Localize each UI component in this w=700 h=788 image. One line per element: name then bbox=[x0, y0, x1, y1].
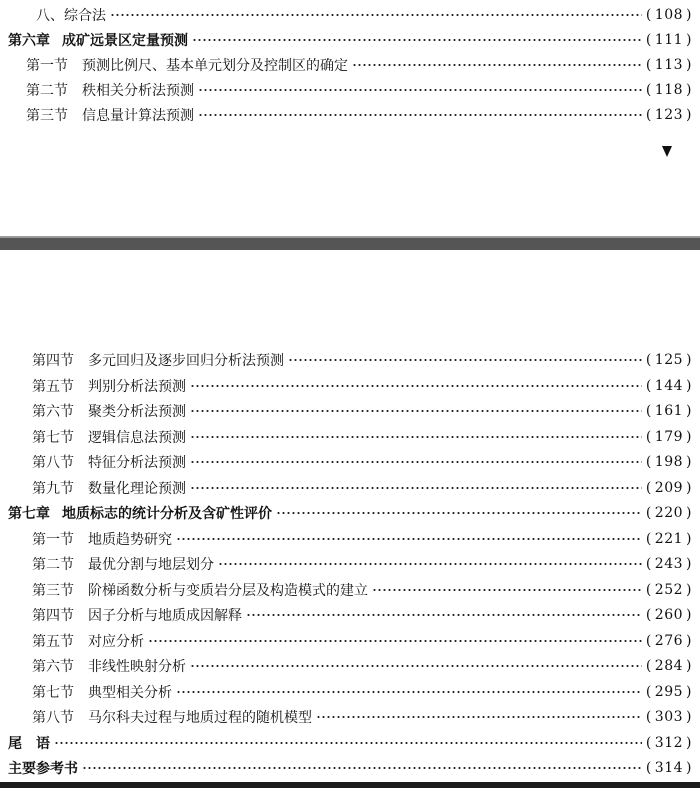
toc-page-number: ( 125 ) bbox=[645, 352, 692, 368]
toc-entry-heading bbox=[0, 529, 172, 549]
toc-entry-heading bbox=[0, 376, 186, 396]
toc-chapter-row bbox=[0, 29, 700, 51]
toc-entry-number: 第四节 bbox=[32, 608, 74, 624]
toc-entry-number: 第八节 bbox=[32, 455, 74, 471]
toc-section-row bbox=[0, 681, 700, 703]
toc-leader-dots bbox=[190, 433, 642, 441]
page-bottom-rule bbox=[0, 782, 700, 788]
toc-page-value: 161 bbox=[654, 403, 684, 419]
toc-entry-heading bbox=[0, 452, 186, 472]
toc-leader-dots bbox=[288, 356, 642, 364]
toc-entry-number: 第三节 bbox=[32, 582, 74, 599]
toc-entry-number: 第四节 bbox=[32, 353, 74, 369]
toc-entry-heading bbox=[0, 580, 368, 600]
toc-entry-heading bbox=[0, 80, 194, 100]
toc-section-row bbox=[0, 655, 700, 677]
toc-section-row bbox=[0, 54, 700, 76]
toc-page-number: ( 144 ) bbox=[645, 377, 692, 394]
toc-leader-dots bbox=[198, 86, 642, 94]
toc-entry-title: 马尔科夫过程与地质过程的随机模型 bbox=[88, 710, 312, 726]
toc-section-row bbox=[0, 579, 700, 601]
toc-page-number: ( 260 ) bbox=[645, 607, 692, 623]
toc-section-row bbox=[0, 400, 700, 422]
toc-entry-heading bbox=[0, 5, 106, 25]
toc-leader-dots bbox=[246, 611, 642, 619]
toc-entry-heading bbox=[0, 631, 144, 651]
toc-entry-title: 逻辑信息法预测 bbox=[88, 429, 186, 446]
toc-page-number: ( 113 ) bbox=[645, 57, 692, 73]
toc-page-value: 113 bbox=[654, 57, 684, 73]
toc-leader-dots bbox=[176, 535, 642, 543]
toc-page-number: ( 221 ) bbox=[645, 530, 692, 547]
toc-entry-number: 第一节 bbox=[32, 531, 74, 548]
panel-divider bbox=[0, 238, 700, 250]
toc-page-value: 260 bbox=[654, 607, 684, 623]
toc-entry-title: 最优分割与地层划分 bbox=[88, 557, 214, 573]
toc-section-row bbox=[0, 426, 700, 448]
toc-page-value: 125 bbox=[654, 352, 684, 368]
toc-section-row bbox=[0, 630, 700, 652]
toc-page-value: 179 bbox=[654, 428, 684, 445]
toc-page-value: 243 bbox=[654, 556, 684, 572]
toc-entry-title: 数量化理论预测 bbox=[88, 480, 186, 497]
toc-entry-title: 多元回归及逐步回归分析法预测 bbox=[88, 353, 284, 369]
toc-entry-number: 第一节 bbox=[26, 58, 68, 74]
toc-page-number: ( 161 ) bbox=[645, 403, 692, 419]
toc-section-row bbox=[0, 104, 700, 126]
toc-entry-heading bbox=[0, 605, 242, 625]
toc-leader-dots bbox=[218, 560, 642, 568]
toc-page-value: 276 bbox=[654, 632, 684, 649]
toc-entry-heading bbox=[0, 758, 78, 778]
toc-entry-title: 成矿远景区定量预测 bbox=[62, 33, 188, 49]
toc-entry-heading bbox=[0, 554, 214, 574]
toc-page-number: ( 209 ) bbox=[645, 479, 692, 496]
toc-page-value: 111 bbox=[654, 32, 684, 48]
toc-entry-number: 第六章 bbox=[8, 33, 50, 49]
toc-entry-number: 第二节 bbox=[32, 557, 74, 573]
toc-entry-title: 八、综合法 bbox=[36, 8, 106, 24]
toc-entry-heading bbox=[0, 401, 186, 421]
toc-entry-heading bbox=[0, 682, 172, 702]
toc-top-panel bbox=[0, 0, 700, 238]
toc-section-row bbox=[0, 375, 700, 397]
toc-page-value: 144 bbox=[654, 377, 684, 394]
toc-leader-dots bbox=[190, 484, 642, 492]
toc-entry-title: 地质趋势研究 bbox=[88, 531, 172, 548]
toc-section-row bbox=[0, 79, 700, 101]
toc-entry-title: 秩相关分析法预测 bbox=[82, 83, 194, 99]
toc-entry-number: 第三节 bbox=[26, 108, 68, 124]
toc-page-number: ( 198 ) bbox=[645, 454, 692, 470]
toc-page-value: 312 bbox=[654, 734, 684, 751]
toc-entry-heading bbox=[0, 55, 348, 75]
toc-entry-number: 第五节 bbox=[32, 378, 74, 395]
toc-page-value: 284 bbox=[654, 658, 684, 674]
toc-page-value: 221 bbox=[654, 530, 684, 547]
toc-page-number: ( 118 ) bbox=[645, 82, 692, 98]
toc-entry-heading bbox=[0, 707, 312, 727]
toc-entry-title: 主要参考书 bbox=[8, 761, 78, 777]
toc-entry-title: 因子分析与地质成因解释 bbox=[88, 608, 242, 624]
toc-section-row bbox=[0, 4, 700, 26]
toc-entry-title: 预测比例尺、基本单元划分及控制区的确定 bbox=[82, 58, 348, 74]
toc-entry-heading bbox=[0, 105, 194, 125]
toc-page-number: ( 314 ) bbox=[645, 760, 692, 776]
toc-page-value: 252 bbox=[654, 581, 684, 598]
toc-section-row bbox=[0, 604, 700, 626]
toc-section-row bbox=[0, 477, 700, 499]
toc-entry-heading bbox=[0, 427, 186, 447]
toc-page-value: 220 bbox=[654, 505, 684, 521]
toc-leader-dots bbox=[148, 637, 642, 645]
toc-leader-dots bbox=[54, 739, 642, 747]
toc-leader-dots bbox=[176, 688, 642, 696]
toc-leader-dots bbox=[352, 61, 642, 69]
toc-page-number: ( 220 ) bbox=[645, 505, 692, 521]
toc-page-value: 209 bbox=[654, 479, 684, 496]
toc-leader-dots bbox=[276, 509, 642, 517]
toc-leader-dots bbox=[190, 458, 642, 466]
toc-leader-dots bbox=[110, 11, 642, 19]
toc-section-row bbox=[0, 528, 700, 550]
toc-entry-number: 第二节 bbox=[26, 83, 68, 99]
toc-bottom-panel bbox=[0, 250, 700, 788]
toc-entry-title: 聚类分析法预测 bbox=[88, 404, 186, 420]
toc-entry-number: 第七章 bbox=[8, 506, 50, 522]
toc-page-number: ( 108 ) bbox=[645, 7, 692, 23]
toc-page-value: 118 bbox=[654, 82, 684, 98]
toc-leader-dots bbox=[372, 586, 642, 594]
toc-entry-title: 特征分析法预测 bbox=[88, 455, 186, 471]
toc-leader-dots bbox=[198, 111, 642, 119]
toc-entry-number: 第六节 bbox=[32, 404, 74, 420]
toc-page-value: 295 bbox=[654, 683, 684, 700]
toc-page-number: ( 312 ) bbox=[645, 734, 692, 751]
toc-entry-number: 第五节 bbox=[32, 633, 74, 650]
toc-leader-dots bbox=[190, 382, 642, 390]
toc-page-number: ( 123 ) bbox=[645, 107, 692, 123]
toc-leader-dots bbox=[316, 713, 642, 721]
toc-page-value: 198 bbox=[654, 454, 684, 470]
toc-entry-title: 非线性映射分析 bbox=[88, 659, 186, 675]
toc-entry-number: 第七节 bbox=[32, 429, 74, 446]
toc-page-value: 314 bbox=[654, 760, 684, 776]
toc-page-number: ( 179 ) bbox=[645, 428, 692, 445]
toc-page-value: 108 bbox=[654, 7, 684, 23]
toc-entry-heading bbox=[0, 478, 186, 498]
toc-leader-dots bbox=[190, 662, 642, 670]
toc-entry-heading bbox=[0, 30, 188, 50]
toc-entry-title: 对应分析 bbox=[88, 633, 144, 650]
toc-chapter-row bbox=[0, 757, 700, 779]
toc-leader-dots bbox=[190, 407, 642, 415]
toc-page-number: ( 252 ) bbox=[645, 581, 692, 598]
toc-entry-heading bbox=[0, 656, 186, 676]
toc-section-row bbox=[0, 553, 700, 575]
down-arrow-icon bbox=[662, 146, 672, 157]
toc-entry-heading bbox=[0, 733, 50, 753]
toc-page-number: ( 303 ) bbox=[645, 709, 692, 725]
toc-leader-dots bbox=[192, 36, 642, 44]
toc-entry-number: 第七节 bbox=[32, 684, 74, 701]
toc-entry-title: 信息量计算法预测 bbox=[82, 108, 194, 124]
toc-entry-title: 尾 语 bbox=[8, 735, 50, 752]
toc-entry-title: 阶梯函数分析与变质岩分层及构造模式的建立 bbox=[88, 582, 368, 599]
toc-entry-heading bbox=[0, 503, 272, 523]
toc-page-number: ( 243 ) bbox=[645, 556, 692, 572]
toc-page-number: ( 284 ) bbox=[645, 658, 692, 674]
toc-entry-title: 典型相关分析 bbox=[88, 684, 172, 701]
toc-entry-number: 第八节 bbox=[32, 710, 74, 726]
toc-chapter-row bbox=[0, 732, 700, 754]
toc-entry-number: 第九节 bbox=[32, 480, 74, 497]
toc-leader-dots bbox=[82, 764, 642, 772]
toc-page-number: ( 295 ) bbox=[645, 683, 692, 700]
toc-entry-title: 地质标志的统计分析及含矿性评价 bbox=[62, 506, 272, 522]
toc-section-row bbox=[0, 706, 700, 728]
toc-section-row bbox=[0, 349, 700, 371]
toc-entry-heading bbox=[0, 350, 284, 370]
toc-entry-title: 判别分析法预测 bbox=[88, 378, 186, 395]
toc-entry-number: 第六节 bbox=[32, 659, 74, 675]
toc-section-row bbox=[0, 451, 700, 473]
toc-chapter-row bbox=[0, 502, 700, 524]
toc-page-value: 123 bbox=[654, 107, 684, 123]
toc-page-number: ( 276 ) bbox=[645, 632, 692, 649]
toc-page-number: ( 111 ) bbox=[645, 32, 692, 48]
toc-page-value: 303 bbox=[654, 709, 684, 725]
